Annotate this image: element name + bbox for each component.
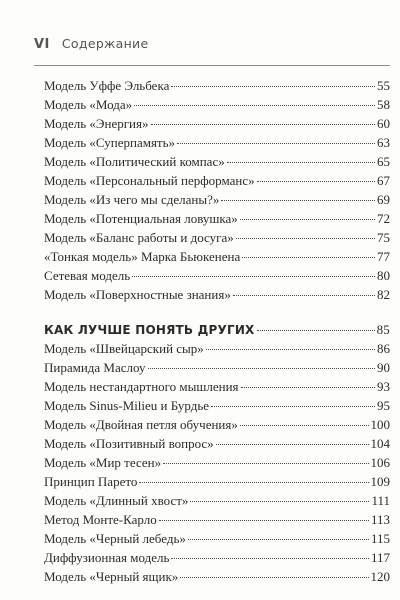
dot-leader <box>206 349 375 350</box>
toc-group-1 <box>44 76 390 304</box>
dot-leader <box>134 105 375 106</box>
toc-entry-title: Сетевая модель <box>44 268 131 283</box>
dot-leader <box>233 295 375 296</box>
toc-entry-page: 104 <box>370 436 390 451</box>
dot-leader <box>171 86 375 87</box>
toc-entry-title: Модель нестандартного мышления <box>44 379 239 394</box>
running-head <box>34 36 374 56</box>
toc-entry-title: Модель «Энергия» <box>44 116 149 131</box>
dot-leader <box>180 577 368 578</box>
toc-entry-page: 60 <box>377 116 390 131</box>
toc-entry-title: Модель «Мир тесен» <box>44 455 162 470</box>
toc-entry[interactable] <box>44 95 390 114</box>
toc-entry-title: Метод Монте-Карло <box>44 512 157 527</box>
toc-entry-page: 100 <box>370 417 390 432</box>
toc-entry[interactable] <box>44 133 390 152</box>
table-of-contents <box>44 76 390 586</box>
toc-entry-title: Принцип Парето <box>44 474 138 489</box>
dot-leader <box>190 501 369 502</box>
toc-entry-title: Модель «Поверхностные знания» <box>44 287 231 302</box>
dot-leader <box>151 124 376 125</box>
toc-entry[interactable] <box>44 114 390 133</box>
toc-entry-page: 106 <box>370 455 390 470</box>
toc-entry[interactable] <box>44 152 390 171</box>
toc-entry-title: Модель «Политический компас» <box>44 154 225 169</box>
toc-entry-title: Диффузионная модель <box>44 550 170 565</box>
toc-entry[interactable] <box>44 190 390 209</box>
dot-leader <box>188 539 369 540</box>
toc-entry-page: 75 <box>377 230 390 245</box>
page-number: VI <box>34 37 50 52</box>
toc-entry-title: Модель Sinus-Milieu и Бурдье <box>44 398 210 413</box>
dot-leader <box>240 425 369 426</box>
dot-leader <box>148 368 375 369</box>
dot-leader <box>159 520 369 521</box>
toc-entry-page: 90 <box>377 360 390 375</box>
toc-entry[interactable] <box>44 228 390 247</box>
toc-entry[interactable] <box>44 358 390 377</box>
toc-entry-title: Модель «Черный лебедь» <box>44 531 186 546</box>
toc-entry-page: 120 <box>370 569 390 584</box>
toc-entry-title: Модель «Суперпамять» <box>44 135 176 150</box>
toc-entry-page: 95 <box>377 398 390 413</box>
dot-leader <box>241 387 375 388</box>
toc-entry[interactable] <box>44 285 390 304</box>
toc-entry-page: 72 <box>377 211 390 226</box>
toc-entry-title: Модель «Персональный перформанс» <box>44 173 255 188</box>
dot-leader <box>221 200 375 201</box>
toc-entry-page: 58 <box>377 97 390 112</box>
toc-entry-title: Модель «Черный ящик» <box>44 569 179 584</box>
dot-leader <box>227 162 375 163</box>
toc-entry[interactable] <box>44 567 390 586</box>
toc-entry[interactable] <box>44 209 390 228</box>
toc-entry-title: «Тонкая модель» Марка Бьюкенена <box>44 249 241 264</box>
toc-entry-page: 111 <box>371 493 390 508</box>
toc-section-heading-title: КАК ЛУЧШЕ ПОНЯТЬ ДРУГИХ <box>44 323 255 337</box>
toc-entry[interactable] <box>44 247 390 266</box>
dot-leader <box>257 181 375 182</box>
toc-entry-page: 86 <box>377 341 390 356</box>
toc-group-2 <box>44 339 390 586</box>
toc-entry-page: 67 <box>377 173 390 188</box>
dot-leader <box>236 238 375 239</box>
toc-entry-page: 65 <box>377 154 390 169</box>
toc-entry-title: Модель «Двойная петля обучения» <box>44 417 238 432</box>
toc-entry-page: 82 <box>377 287 390 302</box>
dot-leader <box>257 330 375 331</box>
header-rule <box>34 65 390 66</box>
toc-entry-title: Пирамида Маслоу <box>44 360 146 375</box>
dot-leader <box>139 482 368 483</box>
toc-entry-page: 115 <box>370 531 390 546</box>
toc-entry[interactable] <box>44 472 390 491</box>
dot-leader <box>216 444 369 445</box>
toc-entry-page: 113 <box>370 512 390 527</box>
toc-entry-title: Модель «Баланс работы и досуга» <box>44 230 234 245</box>
dot-leader <box>240 219 375 220</box>
toc-section-heading-page: 85 <box>376 322 390 337</box>
toc-entry[interactable] <box>44 529 390 548</box>
toc-entry[interactable] <box>44 377 390 396</box>
toc-entry-title: Модель «Мода» <box>44 97 133 112</box>
toc-entry[interactable] <box>44 396 390 415</box>
toc-entry-page: 77 <box>377 249 390 264</box>
toc-entry[interactable] <box>44 266 390 285</box>
section-spacer <box>44 304 390 320</box>
dot-leader <box>132 276 375 277</box>
toc-entry-page: 69 <box>377 192 390 207</box>
toc-entry-page: 109 <box>370 474 390 489</box>
toc-entry[interactable] <box>44 548 390 567</box>
toc-entry-title: Модель «Из чего мы сделаны?» <box>44 192 220 207</box>
toc-entry-title: Модель «Потенциальная ловушка» <box>44 211 238 226</box>
dot-leader <box>177 143 375 144</box>
dot-leader <box>171 558 369 559</box>
toc-entry[interactable] <box>44 76 390 95</box>
toc-entry-page: 117 <box>370 550 390 565</box>
toc-section-heading[interactable] <box>44 320 390 339</box>
toc-entry-page: 63 <box>377 135 390 150</box>
toc-entry-title: Модель «Швейцарский сыр» <box>44 341 204 356</box>
toc-entry-title: Модель «Длинный хвост» <box>44 493 189 508</box>
toc-entry-title: Модель Уффе Эльбека <box>44 78 170 93</box>
toc-entry[interactable] <box>44 171 390 190</box>
toc-entry-page: 55 <box>377 78 390 93</box>
toc-entry[interactable] <box>44 491 390 510</box>
dot-leader <box>242 257 375 258</box>
dot-leader <box>163 463 368 464</box>
toc-entry[interactable] <box>44 453 390 472</box>
toc-entry[interactable] <box>44 510 390 529</box>
toc-entry[interactable] <box>44 339 390 358</box>
section-title: Содержание <box>61 36 149 51</box>
toc-entry[interactable] <box>44 415 390 434</box>
dot-leader <box>211 406 375 407</box>
toc-entry[interactable] <box>44 434 390 453</box>
toc-entry-title: Модель «Позитивный вопрос» <box>44 436 214 451</box>
toc-entry-page: 93 <box>377 379 390 394</box>
toc-entry-page: 80 <box>377 268 390 283</box>
